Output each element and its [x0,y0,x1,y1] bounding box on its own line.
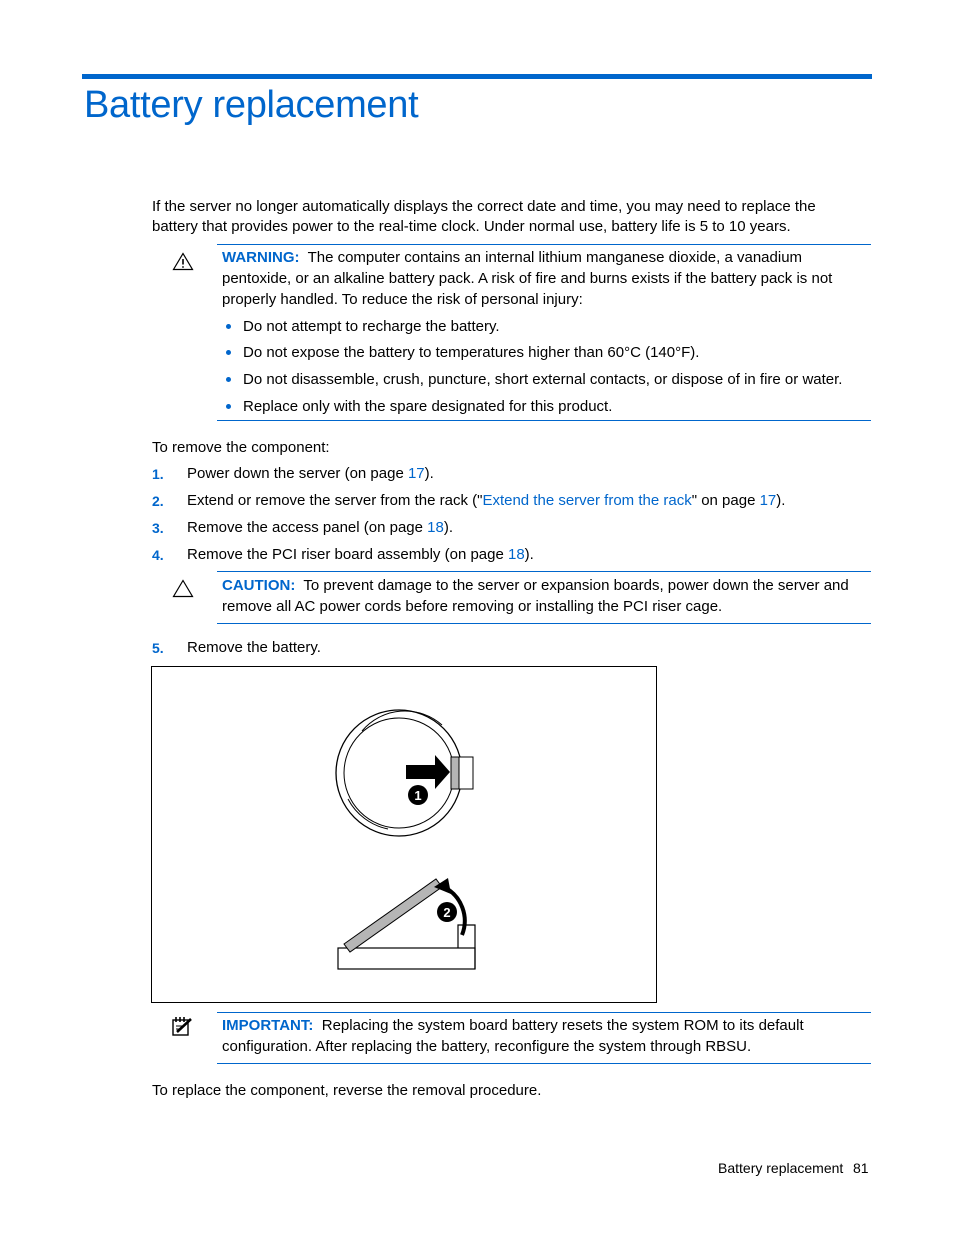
warning-line-3: properly handled. To reduce the risk of personal injury: [222,291,583,308]
page-link[interactable]: 17 [407,465,425,482]
header-rule [82,74,872,79]
page-link[interactable]: 17 [759,492,777,509]
important-note-icon [171,1016,193,1037]
warning-label: WARNING: [222,249,300,266]
page-link[interactable]: 18 [427,519,444,536]
bullet-marker [226,324,231,329]
caution-top-rule [217,571,871,572]
section-link[interactable]: Extend the server from the rack [482,492,692,509]
step-3: Remove the access panel (on page 18). [187,519,454,536]
important-line-1: IMPORTANT: Replacing the system board battery resets the system ROM to its default [222,1017,804,1034]
step-number: 5. [152,640,164,656]
caution-line-2: remove all AC power cords before removing or installing the PCI riser cage. [222,598,723,615]
caution-line-1: CAUTION: To prevent damage to the server or expansion boards, power down the server and [222,577,849,594]
step-5: Remove the battery. [187,639,321,656]
page-title: Battery replacement [84,84,419,126]
warning-bottom-rule [217,420,871,421]
important-top-rule [217,1012,871,1013]
callout-2: 2 [443,905,451,920]
step-4: Remove the PCI riser board assembly (on page 18). [187,546,534,563]
bullet-marker [226,404,231,409]
warning-bullet-4: Replace only with the spare designated for this product. [243,398,613,415]
footer-section-name: Battery replacement [718,1160,844,1176]
warning-triangle-icon [172,252,194,271]
warning-bullet-1: Do not attempt to recharge the battery. [243,318,500,335]
warning-line-1: WARNING: The computer contains an internal lithium manganese dioxide, a vanadium [222,249,803,266]
bullet-marker [226,350,231,355]
warning-line-2: pentoxide, or an alkaline battery pack. A risk of fire and burns exists if the battery pack is not [222,270,833,287]
intro-line-2: battery that provides power to the real-time clock. Under normal use, battery life is 5 to 10 years. [152,218,791,235]
intro-line-1: If the server no longer automatically displays the correct date and time, you may need to replace the [152,198,816,215]
step-number: 1. [152,466,164,482]
warning-bullet-2: Do not expose the battery to temperatures higher than 60°C (140°F). [243,344,700,361]
step-number: 4. [152,547,164,563]
step-number: 2. [152,493,164,509]
closing-text: To replace the component, reverse the removal procedure. [152,1082,542,1099]
important-line-2: configuration. After replacing the battery, reconfigure the system through RBSU. [222,1038,752,1055]
step-number: 3. [152,520,164,536]
page-link[interactable]: 18 [507,546,525,563]
caution-label: CAUTION: [222,577,296,594]
battery-illustration [152,667,655,1001]
warning-bullet-3: Do not disassemble, crush, puncture, short external contacts, or dispose of in fire or water. [243,371,843,388]
footer-page-number: 81 [853,1160,869,1176]
important-bottom-rule [217,1063,871,1064]
callout-1: 1 [414,788,422,803]
important-label: IMPORTANT: [222,1017,314,1034]
warning-top-rule [217,244,871,245]
bullet-marker [226,377,231,382]
caution-triangle-icon [172,579,194,598]
caution-bottom-rule [217,623,871,624]
step-2: Extend or remove the server from the rack ("Extend the server from the rack" on page 17). [187,492,786,509]
battery-removal-figure [151,666,657,1003]
step-1: Power down the server (on page 17). [187,465,434,482]
removal-lead: To remove the component: [152,439,330,456]
